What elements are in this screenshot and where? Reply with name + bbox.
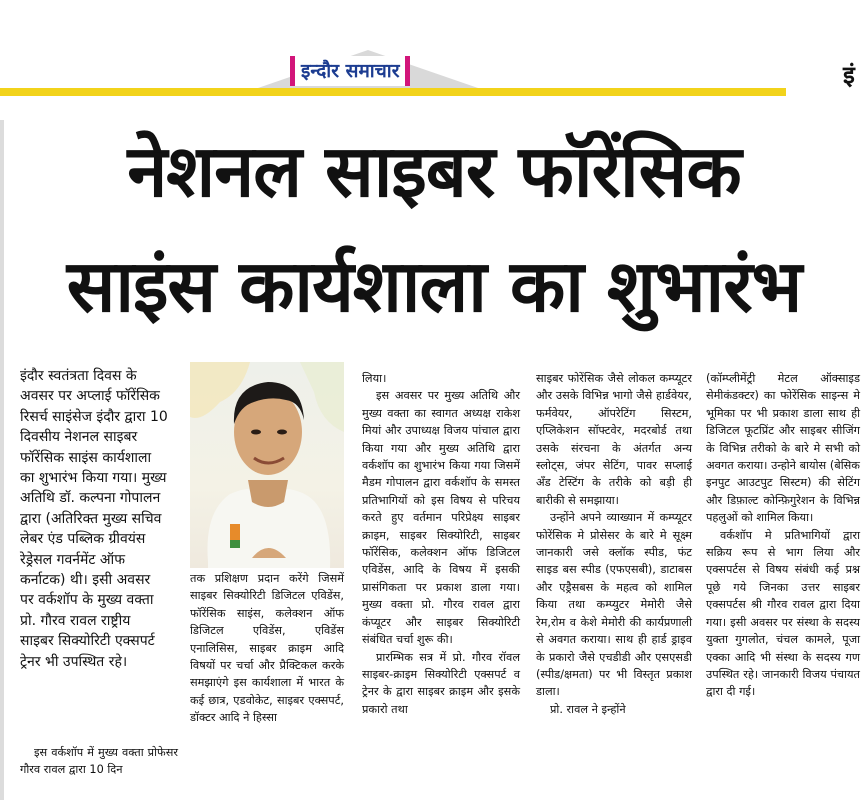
adjacent-section-fragment: इं bbox=[843, 61, 855, 89]
section-color-band bbox=[0, 88, 786, 96]
article-column-5 bbox=[706, 370, 860, 701]
headline-line-2: साइंस कार्यशाला का शुभारंभ bbox=[66, 244, 802, 328]
paragraph: प्रो. रावल ने इन्होंने bbox=[550, 702, 626, 716]
section-tag: इन्दौर समाचार bbox=[290, 56, 410, 86]
paragraph: उन्होंने अपने व्याख्यान में कम्प्यूटर फोरेंसिक मे प्रोसेसर के बारे मे सूक्ष्म जानकारी जसे क्लॉक स्पीड, फंट साइड बस स्पीड (एफएसबी), डाटाबस और एड्रैसबस के महत्व को शामिल किया तथा कम्प्युटर मेमोरी जैसे रेम,रोम व केशे मेमोरी की कार्यप्रणाली से अवगत कराया। साथ ही हार्ड ड्राइव के प्रकारो जैसे एचडीडी और एसएसडी (स्पीड/क्षमता) पर भी विस्तृत प्रकाश डाला। bbox=[536, 511, 692, 699]
paragraph: इस वर्कशॉप में मुख्य वक्ता प्रोफेसर गौरव रावल द्वारा 10 दिन bbox=[20, 746, 178, 777]
paragraph: इस अवसर पर मुख्य अतिथि और मुख्य वक्ता का स्वागत अध्यक्ष राकेश मियां और उपाध्यक्ष विजय पांचाल द्वारा किया गया और मुख्य अतिथि द्वारा वर्कशॉप का शुभारंभ किया गया जिसमें मैडम गोपालन द्वारा वर्कशॉप के समस्त प्रतिभागियों को इस विषय से परिचय करते हुए वर्तमान परिप्रेक्ष्य साइबर क्राइम, साइबर सिक्योरिटी, साइबर फॉरेंसिक, कलेक्शन ऑफ डिजिटल एविडेंस, आदि के विषय में इसकी प्रासंगिकता पर प्रकाश डाला गया। मुख्य वक्ता प्रो. गौरव रावल द्वारा कंप्यूटर और साइबर सिक्योरिटी संबंधित चर्चा शुरू की। bbox=[362, 389, 520, 647]
paragraph: वर्कशॉप मे प्रतिभागियों द्वारा सक्रिय रूप से भाग लिया और एक्सपर्टस से विषय संबंधी कई प्रश्न पूछे गये जिनका उत्तर साइबर एक्सपर्टस श्री गौरव रावल द्वारा दिया गया। इसी अवसर पर संस्था के सदस्य युक्ता गुगलोत, चंचल कामले, पूजा एक्का आदि भी संस्था के सदस्य गण उपस्थित रहे। जानकारी विजय पंचायत द्वारा दी गई। bbox=[706, 528, 860, 699]
paragraph: (कॉम्प्लीमेंट्री मेटल ऑक्साइड सेमीकंडक्टर) का फोरेंसिक साइन्स मे भूमिका पर भी प्रकाश डाला साथ ही डिजिटल फूटप्रिंट और साइबर सीजिंग के विभिन्न तरीको के बारे मे सभी को अवगत कराया। उन्होने बायोस (बेसिक इनपुट आउटपुट सिस्टम) की सेटिंग और डिफ़ाल्ट कोन्फ़िगुरेशन के विभिन्न पहलुओं को शामिल किया। bbox=[706, 372, 860, 525]
speaker-illustration bbox=[190, 362, 344, 568]
paragraph: लिया। bbox=[362, 372, 387, 385]
article-column-2-bottom bbox=[190, 570, 344, 727]
article-column-3 bbox=[362, 370, 520, 718]
paragraph: प्रारम्भिक सत्र में प्रो. गौरव रॉवल साइबर-क्राइम सिक्योरिटी एक्सपर्ट व ट्रेनर के द्वारा साइबर क्राइम और इसके प्रकारो तथा bbox=[362, 650, 520, 716]
column-divider bbox=[0, 120, 4, 800]
lead-paragraph: इंदौर स्वतंत्रता दिवस के अवसर पर अप्लाई फॉरेंसिक रिसर्च साइंसेज इंदौर द्वारा 10 दिवसीय नेशनल साइबर फॉरेंसिक साइंस कार्यशाला का शुभारंभ किया गया। मुख्य अतिथि डॉ. कल्पना गोपालन द्वारा (अतिरिक्त मुख्य सचिव लेबर एंड पब्लिक ग्रीवयंस रेड्रेसल गवर्नमेंट ऑफ कर्नाटक) थी। इसी अवसर पर वर्कशॉप के मुख्य वक्ता प्रो. गौरव रावल राष्ट्रीय साइबर सिक्योरिटी एक्सपर्ट ट्रेनर भी उपस्थित रहे। bbox=[20, 368, 168, 670]
paragraph: तक प्रशिक्षण प्रदान करेंगे जिसमें साइबर सिक्योरिटी डिजिटल एविडेंस, फॉरेंसिक साइंस, कलेक्शन ऑफ डिजिटल एविडेंस, एविडेंस एनालिसिस, साइबर क्राइम आदि विषयों पर चर्चा और प्रैक्टिकल करके समझाएंगे इस कार्यशाला में भारत के कई छात्र, एडवोकेट, साइबर एक्सपर्ट, डॉक्टर आदि ने हिस्सा bbox=[190, 572, 344, 725]
speaker-photo bbox=[190, 362, 344, 568]
article-column-1-bottom bbox=[20, 744, 178, 779]
paragraph: साइबर फोरेंसिक जैसे लोकल कम्प्यूटर और उसके विभिन्न भागो जैसे हार्डवेयर, फर्मवेयर, ऑपरेटिंग सिस्टम, एप्लिकेशन सॉफ्टवेर, मदरबोर्ड तथा उसके संरचना के अंतर्गत अन्य स्लोट्स, जंपर सेटिंग, पावर सप्लाई अँड टेस्टिंग के तरीके को बड़ी ही बारीकी से समझाया। bbox=[536, 372, 692, 507]
headline-line-1: नेशनल साइबर फॉरेंसिक bbox=[127, 129, 741, 213]
article-column-4 bbox=[536, 370, 692, 718]
